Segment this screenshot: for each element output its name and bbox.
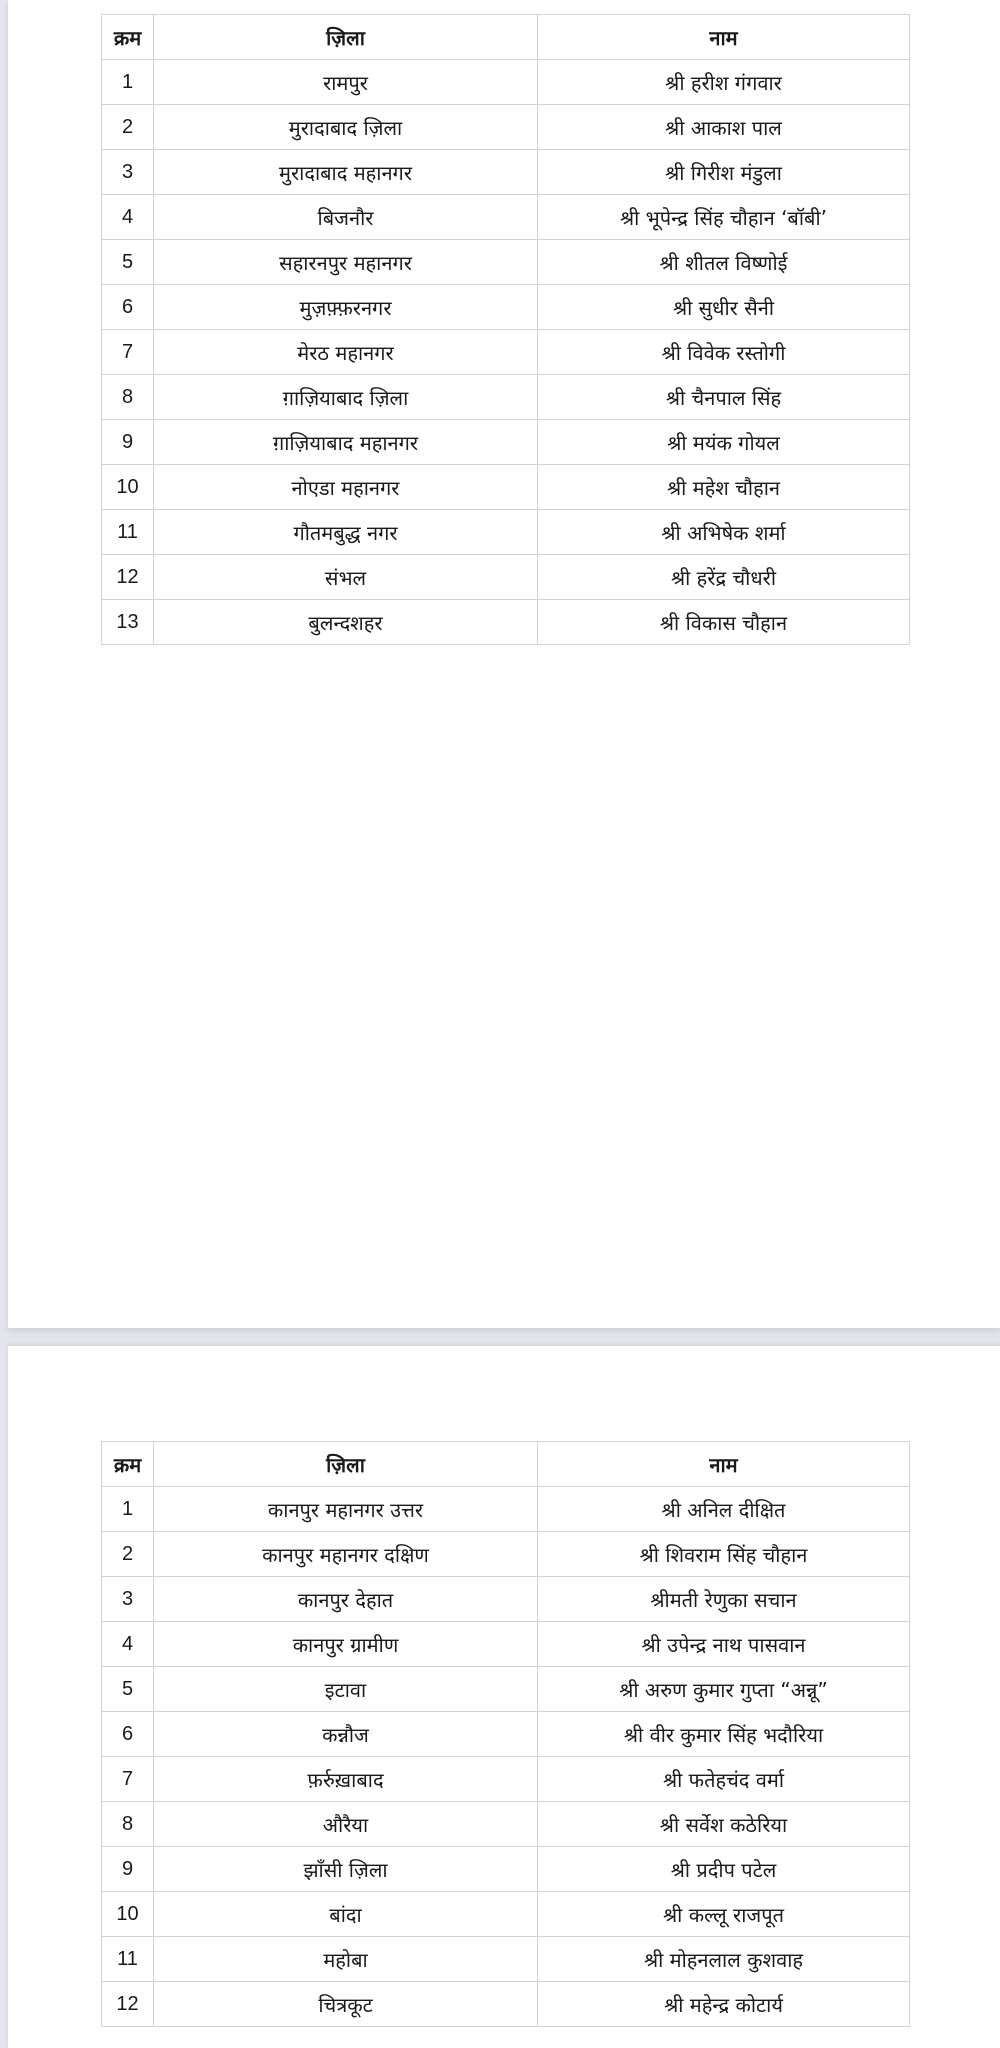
- name-cell: श्री अभिषेक शर्मा: [538, 510, 910, 555]
- table-row: [102, 1757, 910, 1802]
- name-cell: श्री वीर कुमार सिंह भदौरिया: [538, 1712, 910, 1757]
- district-cell: बांदा: [154, 1892, 538, 1937]
- name-cell: श्रीमती रेणुका सचान: [538, 1577, 910, 1622]
- district-cell: कानपुर देहात: [154, 1577, 538, 1622]
- serial-cell: 5: [102, 240, 154, 285]
- table-row: [102, 1532, 910, 1577]
- district-cell: गौतमबुद्ध नगर: [154, 510, 538, 555]
- name-header: नाम: [538, 15, 910, 60]
- serial-cell: 3: [102, 1577, 154, 1622]
- table-row: [102, 1667, 910, 1712]
- serial-cell: 12: [102, 1982, 154, 2027]
- serial-cell: 4: [102, 195, 154, 240]
- serial-cell: 7: [102, 330, 154, 375]
- serial-cell: 8: [102, 1802, 154, 1847]
- serial-cell: 2: [102, 1532, 154, 1577]
- table-row: [102, 1622, 910, 1667]
- name-cell: श्री हरेंद्र चौधरी: [538, 555, 910, 600]
- serial-header: क्रम: [102, 15, 154, 60]
- name-cell: श्री चैनपाल सिंह: [538, 375, 910, 420]
- table-row: [102, 195, 910, 240]
- table-row: [102, 330, 910, 375]
- name-cell: श्री महेन्द्र कोटार्य: [538, 1982, 910, 2027]
- district-cell: बुलन्दशहर: [154, 600, 538, 645]
- serial-cell: 8: [102, 375, 154, 420]
- table-row: [102, 555, 910, 600]
- district-cell: झाँसी ज़िला: [154, 1847, 538, 1892]
- table-row: [102, 1802, 910, 1847]
- name-cell: श्री फतेहचंद वर्मा: [538, 1757, 910, 1802]
- name-cell: श्री अरुण कुमार गुप्ता “अन्नू”: [538, 1667, 910, 1712]
- name-cell: श्री मयंक गोयल: [538, 420, 910, 465]
- serial-cell: 13: [102, 600, 154, 645]
- document-page-1: [8, 0, 1000, 1328]
- name-cell: श्री हरीश गंगवार: [538, 60, 910, 105]
- district-cell: बिजनौर: [154, 195, 538, 240]
- serial-header: क्रम: [102, 1442, 154, 1487]
- table-row: [102, 600, 910, 645]
- table-row: [102, 1487, 910, 1532]
- serial-cell: 2: [102, 105, 154, 150]
- table-header-row: [102, 15, 910, 60]
- name-cell: श्री महेश चौहान: [538, 465, 910, 510]
- district-cell: मुरादाबाद महानगर: [154, 150, 538, 195]
- serial-cell: 9: [102, 420, 154, 465]
- district-header: ज़िला: [154, 1442, 538, 1487]
- serial-cell: 11: [102, 1937, 154, 1982]
- name-cell: श्री गिरीश मंडुला: [538, 150, 910, 195]
- district-cell: फ़र्रुख़ाबाद: [154, 1757, 538, 1802]
- district-header: ज़िला: [154, 15, 538, 60]
- table-row: [102, 60, 910, 105]
- table-row: [102, 1712, 910, 1757]
- serial-cell: 10: [102, 465, 154, 510]
- name-cell: श्री विवेक रस्तोगी: [538, 330, 910, 375]
- district-table-1: [101, 14, 910, 645]
- district-cell: औरैया: [154, 1802, 538, 1847]
- table-row: [102, 105, 910, 150]
- district-cell: नोएडा महानगर: [154, 465, 538, 510]
- name-cell: श्री अनिल दीक्षित: [538, 1487, 910, 1532]
- name-cell: श्री शीतल विष्णोई: [538, 240, 910, 285]
- name-cell: श्री भूपेन्द्र सिंह चौहान ‘बॉबी’: [538, 195, 910, 240]
- serial-cell: 11: [102, 510, 154, 555]
- table-row: [102, 420, 910, 465]
- serial-cell: 10: [102, 1892, 154, 1937]
- name-cell: श्री शिवराम सिंह चौहान: [538, 1532, 910, 1577]
- table-header-row: [102, 1442, 910, 1487]
- name-cell: श्री सुधीर सैनी: [538, 285, 910, 330]
- table-row: [102, 1847, 910, 1892]
- district-cell: मेरठ महानगर: [154, 330, 538, 375]
- district-cell: संभल: [154, 555, 538, 600]
- district-cell: कन्नौज: [154, 1712, 538, 1757]
- district-cell: ग़ाज़ियाबाद ज़िला: [154, 375, 538, 420]
- district-cell: चित्रकूट: [154, 1982, 538, 2027]
- serial-cell: 1: [102, 60, 154, 105]
- table-row: [102, 1892, 910, 1937]
- district-cell: सहारनपुर महानगर: [154, 240, 538, 285]
- name-cell: श्री आकाश पाल: [538, 105, 910, 150]
- district-table-2: [101, 1441, 910, 2027]
- district-cell: रामपुर: [154, 60, 538, 105]
- table-row: [102, 375, 910, 420]
- district-cell: कानपुर ग्रामीण: [154, 1622, 538, 1667]
- table-row: [102, 1577, 910, 1622]
- serial-cell: 1: [102, 1487, 154, 1532]
- district-cell: मुरादाबाद ज़िला: [154, 105, 538, 150]
- serial-cell: 6: [102, 285, 154, 330]
- document-page-2: [8, 1346, 1000, 2048]
- name-cell: श्री कल्लू राजपूत: [538, 1892, 910, 1937]
- name-cell: श्री विकास चौहान: [538, 600, 910, 645]
- name-header: नाम: [538, 1442, 910, 1487]
- district-cell: इटावा: [154, 1667, 538, 1712]
- name-cell: श्री मोहनलाल कुशवाह: [538, 1937, 910, 1982]
- table-row: [102, 1937, 910, 1982]
- serial-cell: 4: [102, 1622, 154, 1667]
- table-row: [102, 1982, 910, 2027]
- table-row: [102, 150, 910, 195]
- serial-cell: 9: [102, 1847, 154, 1892]
- table-row: [102, 240, 910, 285]
- district-cell: ग़ाज़ियाबाद महानगर: [154, 420, 538, 465]
- name-cell: श्री प्रदीप पटेल: [538, 1847, 910, 1892]
- serial-cell: 7: [102, 1757, 154, 1802]
- name-cell: श्री उपेन्द्र नाथ पासवान: [538, 1622, 910, 1667]
- table-row: [102, 285, 910, 330]
- serial-cell: 12: [102, 555, 154, 600]
- table-row: [102, 465, 910, 510]
- serial-cell: 6: [102, 1712, 154, 1757]
- table-row: [102, 510, 910, 555]
- district-cell: महोबा: [154, 1937, 538, 1982]
- name-cell: श्री सर्वेश कठेरिया: [538, 1802, 910, 1847]
- district-cell: कानपुर महानगर दक्षिण: [154, 1532, 538, 1577]
- district-cell: मुज़फ़्फ़रनगर: [154, 285, 538, 330]
- serial-cell: 3: [102, 150, 154, 195]
- serial-cell: 5: [102, 1667, 154, 1712]
- district-cell: कानपुर महानगर उत्तर: [154, 1487, 538, 1532]
